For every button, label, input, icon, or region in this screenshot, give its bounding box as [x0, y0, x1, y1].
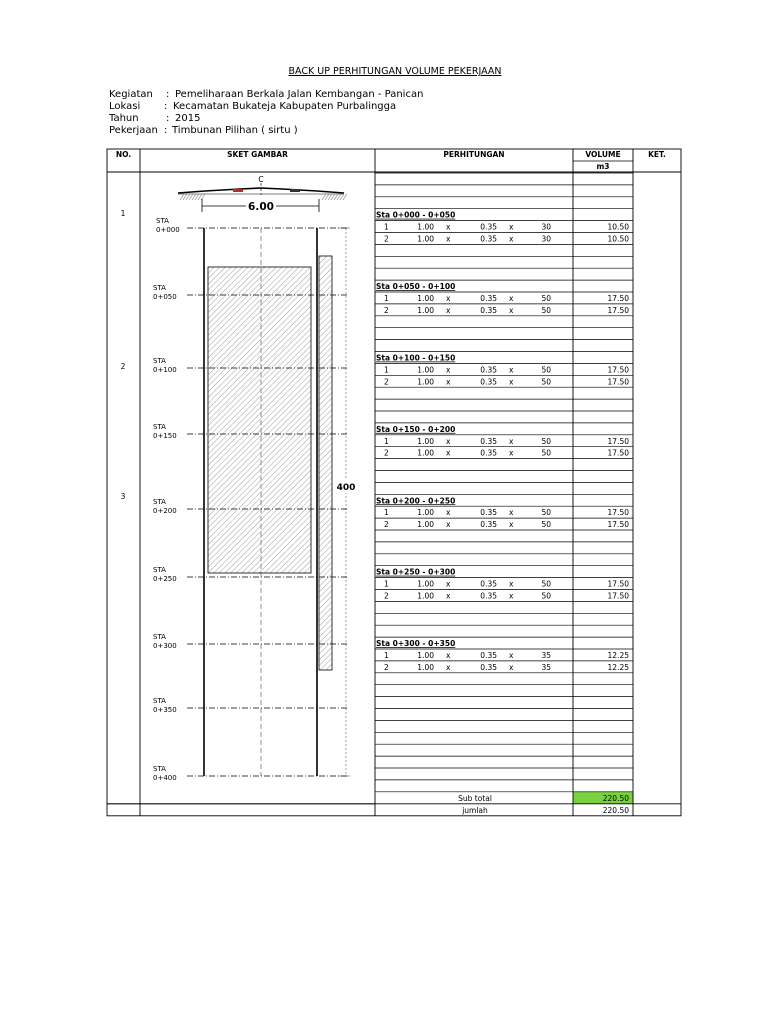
calc-times: x [446, 436, 451, 446]
calc-length: 1.00 [417, 448, 434, 458]
calc-thickness: 0.35 [480, 294, 497, 303]
calc-index: 2 [384, 305, 389, 315]
calc-length: 1.00 [417, 365, 434, 375]
calc-distance: 30 [541, 222, 551, 232]
calc-distance: 50 [541, 365, 551, 375]
calc-times: x [509, 222, 514, 232]
calc-volume: 10.50 [607, 222, 629, 232]
header-volume: VOLUME [585, 150, 621, 159]
calc-times: x [509, 377, 514, 387]
calc-index: 2 [384, 234, 389, 244]
calc-thickness: 0.35 [480, 448, 497, 458]
calc-index: 2 [384, 377, 389, 387]
calc-length: 1.00 [417, 651, 434, 660]
calc-length: 1.00 [417, 305, 434, 315]
calc-times: x [509, 436, 514, 446]
calc-length: 1.00 [417, 234, 434, 244]
header-unit: m3 [596, 162, 610, 171]
section-title: Sta 0+050 - 0+100 [376, 282, 456, 292]
calc-volume: 12.25 [607, 662, 629, 672]
station-value: 0+000 [156, 226, 180, 234]
info-label: Tahun [109, 113, 139, 124]
calc-times: x [446, 222, 451, 232]
calc-times: x [446, 591, 451, 601]
calc-distance: 50 [541, 448, 551, 458]
section-title: Sta 0+250 - 0+300 [376, 567, 456, 577]
calc-length: 1.00 [417, 436, 434, 446]
calc-times: x [446, 508, 451, 518]
calc-times: x [509, 305, 514, 315]
calc-thickness: 0.35 [480, 508, 497, 518]
calc-length: 1.00 [417, 662, 434, 672]
calc-index: 1 [384, 651, 389, 660]
calc-distance: 50 [541, 579, 551, 589]
total-label: jumlah [462, 805, 488, 815]
section-title: Sta 0+150 - 0+200 [376, 424, 456, 434]
row-number: 1 [120, 209, 126, 218]
calc-thickness: 0.35 [480, 651, 497, 660]
total-value: 220.50 [602, 805, 629, 815]
header-ket: KET. [648, 150, 666, 159]
width-label: 6.00 [248, 201, 274, 213]
station-label: STA [153, 498, 166, 506]
calc-volume: 10.50 [607, 234, 629, 244]
calc-thickness: 0.35 [480, 591, 497, 601]
calc-times: x [509, 591, 514, 601]
calc-volume: 17.50 [607, 579, 629, 589]
table-grid [107, 149, 681, 816]
calc-times: x [509, 448, 514, 458]
station-label: STA [153, 697, 166, 705]
calc-times: x [446, 651, 451, 660]
calc-volume: 17.50 [607, 520, 629, 530]
calc-index: 1 [384, 436, 389, 446]
station-label: STA [153, 357, 166, 365]
sketch-drawing [178, 183, 357, 776]
calc-distance: 30 [541, 234, 551, 244]
calc-index: 2 [384, 448, 389, 458]
calc-volume: 17.50 [607, 305, 629, 315]
info-value: Pemeliharaan Berkala Jalan Kembangan - Panican [175, 89, 424, 100]
calc-index: 1 [384, 508, 389, 518]
station-label: STA [153, 765, 166, 773]
calc-distance: 35 [541, 662, 551, 672]
calc-index: 1 [384, 222, 389, 232]
calc-times: x [446, 294, 451, 303]
calc-length: 1.00 [417, 294, 434, 303]
calc-index: 2 [384, 662, 389, 672]
calc-times: x [446, 305, 451, 315]
calc-thickness: 0.35 [480, 365, 497, 375]
calc-volume: 17.50 [607, 377, 629, 387]
info-label: Lokasi [109, 101, 141, 112]
calc-volume: 17.50 [607, 294, 629, 303]
calc-length: 1.00 [417, 222, 434, 232]
calc-thickness: 0.35 [480, 662, 497, 672]
calc-length: 1.00 [417, 591, 434, 601]
calc-index: 1 [384, 579, 389, 589]
station-label: STA [156, 217, 169, 225]
calc-distance: 50 [541, 294, 551, 303]
calc-times: x [446, 579, 451, 589]
station-value: 0+100 [153, 366, 177, 374]
station-value: 0+300 [153, 642, 177, 650]
calc-thickness: 0.35 [480, 222, 497, 232]
header-sketch: SKET GAMBAR [227, 150, 288, 159]
calc-distance: 50 [541, 436, 551, 446]
calc-volume: 12.25 [607, 651, 629, 660]
calc-times: x [446, 234, 451, 244]
fill-area-shoulder [319, 256, 332, 670]
row-number: 3 [120, 492, 126, 501]
info-label: Pekerjaan [109, 125, 158, 136]
station-value: 0+150 [153, 432, 177, 440]
station-label: STA [153, 423, 166, 431]
header-calc: PERHITUNGAN [443, 150, 505, 159]
section-title: Sta 0+300 - 0+350 [376, 639, 456, 649]
station-value: 0+200 [153, 507, 177, 515]
calc-distance: 35 [541, 651, 551, 660]
calc-volume: 17.50 [607, 436, 629, 446]
calc-volume: 17.50 [607, 365, 629, 375]
info-value: Timbunan Pilihan ( sirtu ) [172, 125, 298, 136]
cross-section-marker [290, 189, 300, 192]
calc-length: 1.00 [417, 579, 434, 589]
calc-times: x [509, 294, 514, 303]
calc-index: 2 [384, 520, 389, 530]
station-value: 0+250 [153, 575, 177, 583]
calc-index: 2 [384, 591, 389, 601]
calc-thickness: 0.35 [480, 520, 497, 530]
calc-distance: 50 [541, 508, 551, 518]
calc-times: x [509, 365, 514, 375]
calc-times: x [509, 662, 514, 672]
calc-times: x [509, 579, 514, 589]
calc-index: 1 [384, 294, 389, 303]
station-label: STA [153, 633, 166, 641]
info-value: Kecamatan Bukateja Kabupaten Purbalingga [173, 101, 397, 112]
header-no: NO. [115, 150, 132, 159]
station-value: 0+050 [153, 293, 177, 301]
cross-section-marker [233, 189, 243, 192]
calc-distance: 50 [541, 520, 551, 530]
info-label: Kegiatan [109, 89, 153, 100]
calc-length: 1.00 [417, 508, 434, 518]
calc-times: x [446, 448, 451, 458]
station-label: STA [153, 566, 166, 574]
section-title: Sta 0+100 - 0+150 [376, 353, 456, 363]
subtotal-value: 220.50 [602, 793, 629, 803]
station-value: 0+350 [153, 706, 177, 714]
calc-distance: 50 [541, 591, 551, 601]
calc-times: x [446, 662, 451, 672]
calc-length: 1.00 [417, 377, 434, 387]
station-label: STA [153, 284, 166, 292]
document-title: BACK UP PERHITUNGAN VOLUME PEKERJAAN [288, 66, 502, 77]
row-number: 2 [120, 362, 126, 371]
calc-thickness: 0.35 [480, 579, 497, 589]
section-title: Sta 0+200 - 0+250 [376, 496, 456, 506]
fill-area-main [208, 267, 311, 573]
calc-thickness: 0.35 [480, 305, 497, 315]
length-label: 400 [336, 483, 356, 493]
calc-thickness: 0.35 [480, 436, 497, 446]
calc-volume: 17.50 [607, 591, 629, 601]
calc-distance: 50 [541, 377, 551, 387]
calc-times: x [446, 520, 451, 530]
calc-times: x [509, 508, 514, 518]
calc-times: x [446, 365, 451, 375]
calc-index: 1 [384, 365, 389, 375]
calc-thickness: 0.35 [480, 377, 497, 387]
calc-volume: 17.50 [607, 448, 629, 458]
calc-times: x [509, 651, 514, 660]
section-title: Sta 0+000 - 0+050 [376, 210, 456, 220]
calc-times: x [446, 377, 451, 387]
calc-thickness: 0.35 [480, 234, 497, 244]
calc-times: x [509, 234, 514, 244]
calc-times: x [509, 520, 514, 530]
info-value: 2015 [175, 113, 201, 124]
centerline-label: C [258, 175, 264, 184]
station-value: 0+400 [153, 774, 177, 782]
subtotal-label: Sub total [458, 793, 492, 803]
calc-distance: 50 [541, 305, 551, 315]
calc-volume: 17.50 [607, 508, 629, 518]
calc-length: 1.00 [417, 520, 434, 530]
